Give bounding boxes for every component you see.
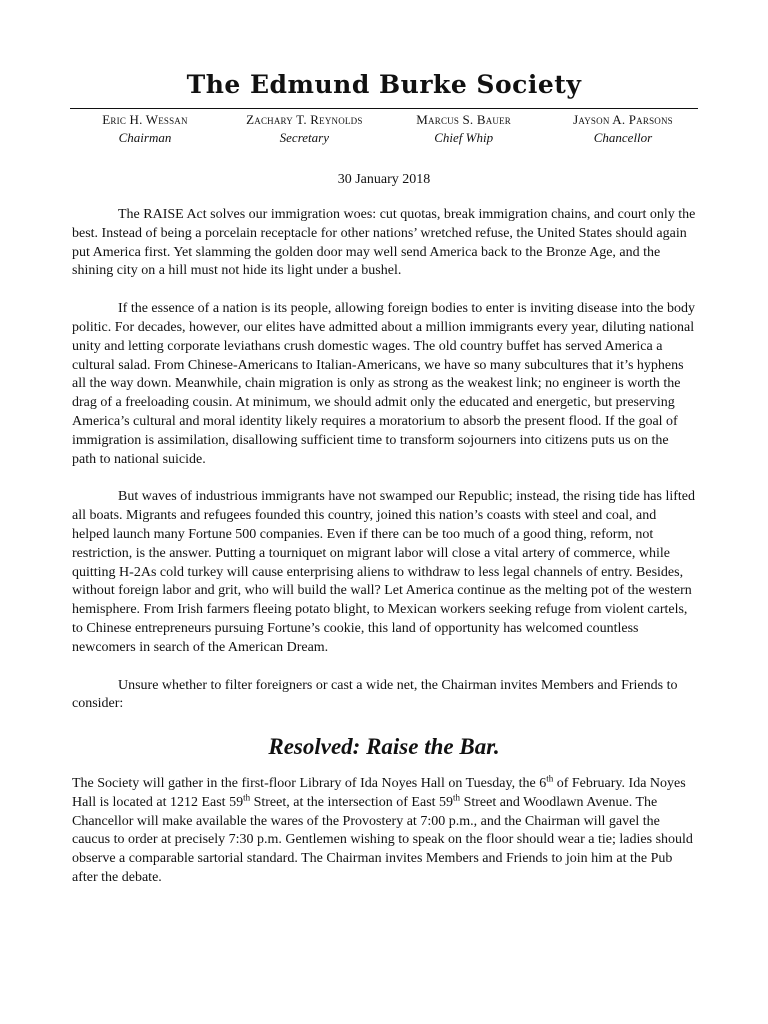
body-paragraph: But waves of industrious immigrants have not swamped our Republic; instead, the rising tide has lifted all boats. Migrants and refugees founded this country, joined this nation’s coasts with steel and coal, and helped launch many Fortune 500 companies. Even if there can be too much of a good thing, reform, not restriction, is the answer. Putting a tourniquet on migrant labor will close a vital artery of commerce, while quitting H-2As cold turkey will cause enterprising aliens to withdraw to less legal channels of entry. Besides, without foreign labor and grit, who will build the wall? Let America continue as the melting pot of the western hemisphere. From Irish farmers fleeing potato blight, to Mexican workers seeking refuge from violent cartels, to Chinese entrepreneurs pursuing Fortune’s cookie, this land of opportunity has welcomed countless newcomers in search of the American Dream. (72, 489, 696, 655)
officer-title: Secretary (279, 130, 329, 145)
body-paragraph: The RAISE Act solves our immigration woes: cut quotas, break immigration chains, and court only the best. Instead of being a porcelain receptacle for other nations’ wretched refuse, the United States should again put America first. Yet slamming the golden door may well send America back to the Bronze Age, and the shining city on a hill must not hide its light under a bushel. (72, 207, 696, 279)
officer-title: Chief Whip (434, 130, 494, 145)
officer-title: Chancellor (593, 130, 653, 145)
header-rule (70, 108, 698, 109)
logistics-text: Street, at the intersection of East 59 (250, 794, 454, 810)
officer-chancellor (548, 111, 698, 147)
officer-secretary (229, 111, 379, 147)
officer-title: Chairman (118, 130, 172, 145)
officer-name: Jayson A. Parsons (573, 112, 673, 127)
logistics-text: The Society will gather in the first-floor Library of Ida Noyes Hall on Tuesday, the 6 (72, 775, 547, 791)
ordinal-suffix: th (546, 773, 554, 784)
society-masthead: The Edmund Burke Society (186, 70, 582, 99)
ordinal-suffix: th (243, 792, 251, 803)
document-body (72, 206, 696, 907)
document-date: 30 January 2018 (337, 172, 431, 187)
logistics-text: of February. Ida Noyes Hall is located at 1212 East 59 (72, 775, 686, 810)
logistics-paragraph (72, 775, 696, 888)
body-paragraph: If the essence of a nation is its people, allowing foreign bodies to enter is inviting disease into the body politic. For decades, however, our elites have admitted about a million immigrants every year, diluting national unity and letting corporate leviathans crush domestic wages. The old country buffet has served America a cultural salad. From Chinese-Americans to Italian-Americans, we have so many subcultures that it’s hyphens all the way down. Meanwhile, chain migration is only as strong as the weakest link; no engineer is worth the drag of a freeloading cousin. At minimum, we should admit only the educated and energetic, but preserving America’s cultural and moral identity likely requires a moratorium to absorb the present flood. If the goal of immigration is assimilation, disallowing sufficient time to transform sojourners into citizens puts us on the path to national suicide. (72, 301, 695, 467)
officer-name: Marcus S. Bauer (416, 112, 512, 127)
ordinal-suffix: th (453, 792, 461, 803)
officer-name: Zachary T. Reynolds (246, 112, 363, 127)
officer-chairman (70, 111, 220, 147)
officer-list (70, 111, 698, 147)
officer-name: Eric H. Wessan (102, 112, 188, 127)
body-paragraph: Unsure whether to filter foreigners or cast a wide net, the Chairman invites Members and Friends to consider: (72, 677, 678, 712)
logistics-text: Street and Woodlawn Avenue. The Chancellor will make available the wares of the Provostery at 7:00 p.m., and the Chairman will gavel the caucus to order at precisely 7:30 p.m. Gentlemen wishing to speak on the floor should wear a tie; ladies should observe a comparable sartorial standard. The Chairman invites Members and Friends to join him at the Pub after the debate. (72, 794, 693, 885)
officer-chief-whip (389, 111, 539, 147)
resolution-heading: Resolved: Raise the Bar. (268, 734, 500, 760)
